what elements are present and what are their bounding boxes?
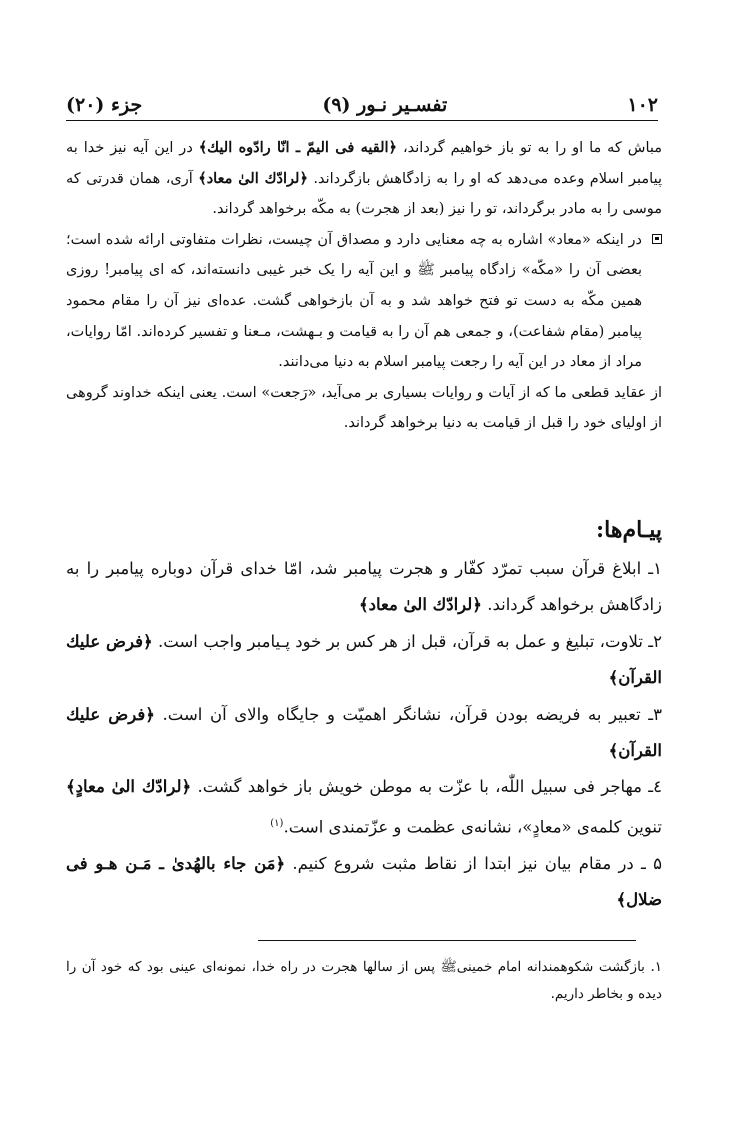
quran-quote: ﴿فرض علیك القرآن﴾ bbox=[66, 631, 662, 688]
footnote: ۱. بازگشت شکوهمندانه امام خمینیﷺ پس از سالها هجرت در راه خدا، نمونه‌ای عینی بود که خود آن را دیده و بخاطر داریم. bbox=[66, 959, 662, 1002]
intro-p2-text: در اینکه «معاد» اشاره به چه معنایی دارد و مصداق آن چیست، نظرات متفاوتی ارائه شده است؛ بعضی آن را «مکّه» زادگاه پیامبر ﷺ و این آیه را یک خبر غیبی دانسته‌اند، که ای پیامبر! روزی همین مکّه به دست تو فتح خواهد شد و به آن بازخواهی گشت. عده‌ای نیز آن را مقام محمود پیامبر (مقام شفاعت)، و جمعی هم آن را به قیامت و بـهشت، مـعنا و تفسیر کرده‌اند. امّا روایات، مراد از معاد در این آیه را رجعت پیامبر اسلام به دنیا می‌دانند. bbox=[66, 231, 642, 371]
page-number: ۱۰۲ bbox=[627, 94, 658, 116]
intro-p1-text-3: آری، همان قدرتی که موسی را به مادر برگرداند، تو را نیز (بعد از هجرت) به مکّه برخواهد گرداند. bbox=[66, 170, 662, 218]
message-text: ۳ـ تعبیر به فریضه بودن قرآن، نشانگر اهمیّت و جایگاه والای آن است. bbox=[154, 704, 662, 724]
message-text: ٤ـ مهاجر فی سبیل اللّٰه، با عزّت به موطن خویش باز خواهد گشت. bbox=[191, 777, 662, 797]
header-divider bbox=[66, 120, 658, 121]
square-bullet-icon bbox=[652, 234, 662, 244]
message-text-2: تنوین کلمه‌ی «معادٍ»، نشانه‌ی عظمت و عزّتمندی است. bbox=[283, 817, 662, 837]
message-item-4 bbox=[66, 769, 662, 845]
intro-p1-text-2: در این آیه نیز خدا به پیامبر اسلام وعده می‌دهد که او را به زادگاهش بازگرداند. bbox=[66, 140, 662, 187]
intro-paragraph-1 bbox=[66, 133, 662, 225]
page-header bbox=[66, 86, 658, 118]
intro-paragraph-2 bbox=[66, 225, 662, 378]
intro-p3-text: از عقاید قطعی ما که از آیات و روایات بسیاری بر می‌آید، «رَجعت» است. یعنی اینکه خداوند گروهی از اولیای خود را قبل از قیامت به دنیا برخواهد گرداند. bbox=[66, 384, 662, 432]
message-item-1 bbox=[66, 551, 662, 624]
quran-quote: ﴿القیه فی الیمّ ـ انّا رادّوه الیك﴾ bbox=[198, 139, 398, 156]
quran-quote: ﴿فرض علیك القرآن﴾ bbox=[66, 704, 662, 761]
quran-quote: ﴿لرادّك الیٰ معاد﴾ bbox=[198, 169, 308, 187]
messages-heading: پیـام‌ها: bbox=[596, 517, 662, 543]
intro-section bbox=[66, 133, 662, 439]
message-item-2 bbox=[66, 624, 662, 697]
message-text: ۲ـ تلاوت، تبلیغ و عمل به قرآن، قبل از هر کس بر خود پـیامبر واجب است. bbox=[152, 631, 662, 651]
footnote-divider bbox=[258, 940, 636, 941]
message-text: ۱ـ ابلاغ قرآن سبب تمرّد کفّار و هجرت پیامبر شد، امّا خدای قرآن دوباره پیامبر را به زادگاهش برخواهد گرداند. bbox=[66, 559, 662, 615]
intro-paragraph-3 bbox=[66, 378, 662, 439]
message-item-5 bbox=[66, 846, 662, 919]
book-title: تفسـیر نـور (۹) bbox=[322, 94, 448, 116]
quran-quote: ﴿لرادّك الیٰ معاد﴾ bbox=[358, 595, 482, 615]
part-label: جزء (۲۰) bbox=[66, 94, 143, 116]
message-text: ۵ ـ در مقام بیان نیز ابتدا از نقاط مثبت شروع کنیم. bbox=[285, 853, 662, 873]
footnote-reference: (۱) bbox=[270, 817, 284, 829]
quran-quote: ﴿مَن جاء بالهُدیٰ ـ مَـن هـو فی ضلال﴾ bbox=[66, 853, 662, 910]
intro-p1-text: مباش که ما او را به تو باز خواهیم گرداند، bbox=[397, 140, 663, 156]
quran-quote: ﴿لرادّك الیٰ معادٍ﴾ bbox=[66, 777, 192, 797]
message-item-3 bbox=[66, 697, 662, 770]
messages-list bbox=[66, 551, 662, 919]
